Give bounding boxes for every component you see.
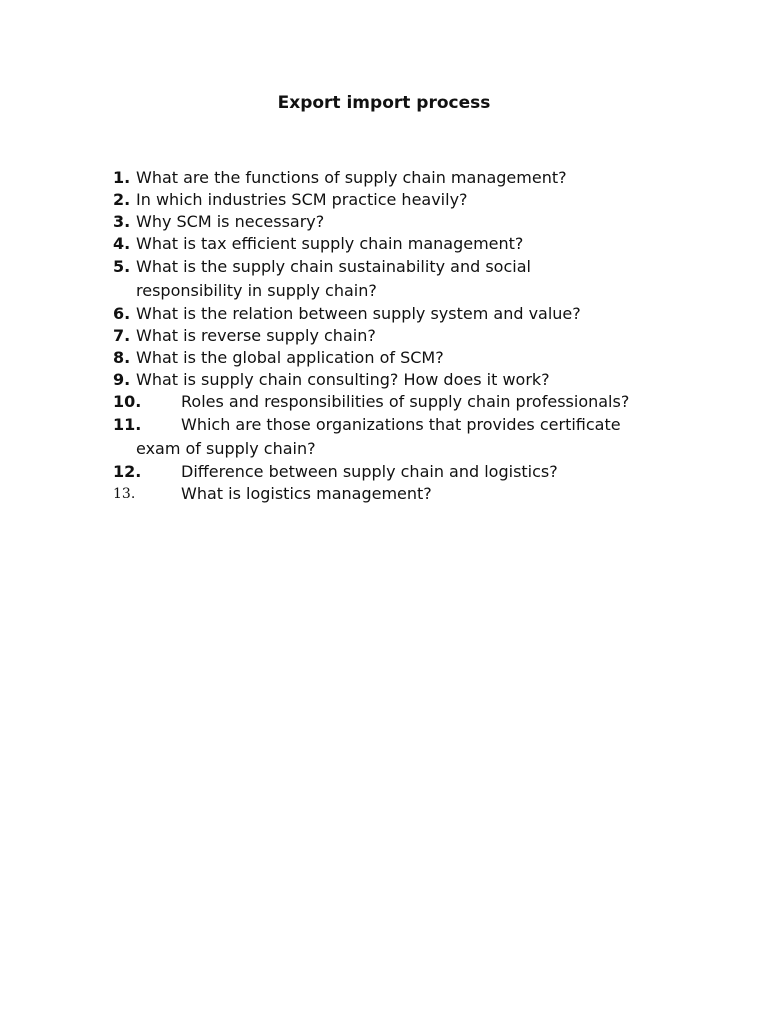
item-text-continuation: responsibility in supply chain?: [136, 281, 377, 300]
item-text: What is the global application of SCM?: [136, 348, 444, 367]
list-item: [113, 211, 713, 233]
item-text: Difference between supply chain and logistics?: [181, 462, 558, 481]
list-item: [113, 189, 713, 211]
item-text: What is the supply chain sustainability and social: [136, 257, 531, 276]
list-item: [113, 255, 713, 303]
list-item: [113, 369, 713, 391]
item-number: 13.: [113, 486, 136, 502]
list-item: [113, 413, 713, 461]
item-text: In which industries SCM practice heavily?: [136, 190, 468, 209]
item-text: Which are those organizations that provides certificate: [181, 415, 621, 434]
item-number: 8.: [113, 348, 131, 367]
item-number: 3.: [113, 212, 131, 231]
list-item: [113, 303, 713, 325]
list-item: [113, 461, 713, 483]
item-text: What is the relation between supply system and value?: [136, 304, 581, 323]
list-item: [113, 483, 713, 505]
list-item: [113, 233, 713, 255]
list-item: [113, 347, 713, 369]
item-text: What is logistics management?: [181, 484, 432, 503]
item-text: What is supply chain consulting? How does it work?: [136, 370, 550, 389]
item-number: 2.: [113, 190, 131, 209]
item-text: Roles and responsibilities of supply chain professionals?: [181, 392, 630, 411]
list-item: [113, 167, 713, 189]
item-text-continuation: exam of supply chain?: [136, 439, 316, 458]
item-text: What are the functions of supply chain management?: [136, 168, 567, 187]
page-title: Export import process: [277, 93, 491, 113]
item-number: 12.: [113, 462, 142, 481]
item-text: What is tax efficient supply chain management?: [136, 234, 524, 253]
item-number: 6.: [113, 304, 131, 323]
list-item: [113, 325, 713, 347]
list-item: [113, 391, 713, 413]
item-number: 9.: [113, 370, 131, 389]
item-text: Why SCM is necessary?: [136, 212, 325, 231]
item-number: 10.: [113, 392, 142, 411]
item-number: 7.: [113, 326, 131, 345]
item-number: 4.: [113, 234, 131, 253]
item-number: 1.: [113, 168, 131, 187]
item-number: 11.: [113, 415, 142, 434]
item-number: 5.: [113, 257, 131, 276]
question-list: [113, 167, 713, 505]
item-text: What is reverse supply chain?: [136, 326, 376, 345]
